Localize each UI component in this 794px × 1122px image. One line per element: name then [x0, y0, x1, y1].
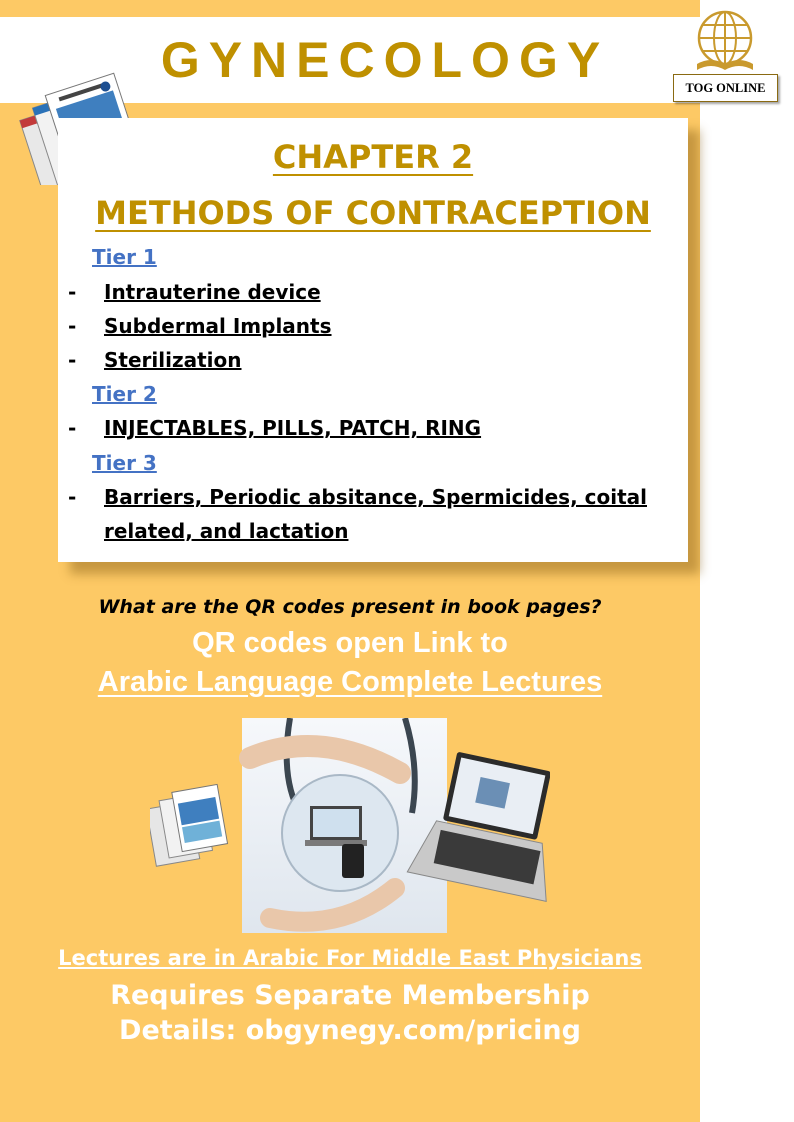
tog-online-logo	[673, 8, 778, 98]
bullet-dash: -	[68, 314, 77, 338]
tier-1-label: Tier 1	[92, 245, 157, 269]
page-title: GYNECOLOGY	[160, 32, 610, 88]
chapter-number: CHAPTER 2	[272, 138, 474, 176]
footer-membership: Requires Separate Membership	[110, 980, 590, 1011]
qr-lectures-link[interactable]: Arabic Language Complete Lectures	[97, 666, 603, 698]
tier-3-label: Tier 3	[92, 451, 157, 475]
footer-pricing-details: Details: obgynegy.com/pricing	[119, 1015, 581, 1046]
tier-1-item-implants: Subdermal Implants	[104, 314, 332, 338]
footer-arabic-note: Lectures are in Arabic For Middle East Physicians	[58, 946, 642, 970]
bullet-dash: -	[68, 416, 77, 440]
right-margin-strip	[700, 0, 794, 1122]
qr-description: QR codes open Link to	[192, 627, 508, 659]
logo-label: TOG ONLINE	[673, 74, 778, 102]
tier-1-item-sterilization: Sterilization	[104, 348, 242, 372]
tier-2-item-hormonal: INJECTABLES, PILLS, PATCH, RING	[104, 416, 482, 440]
chapter-card	[58, 118, 688, 562]
tier-2-label: Tier 2	[92, 382, 157, 406]
bullet-dash: -	[68, 348, 77, 372]
doctor-devices-photo	[150, 718, 550, 933]
bullet-dash: -	[68, 280, 77, 304]
qr-question: What are the QR codes present in book pages?	[98, 596, 602, 618]
tier-1-item-iud: Intrauterine device	[104, 280, 321, 304]
bullet-dash: -	[68, 485, 77, 509]
tier-3-item-barriers: Barriers, Periodic absitance, Spermicides, coital related, and lactation	[104, 485, 647, 543]
chapter-title: METHODS OF CONTRACEPTION	[95, 194, 651, 232]
globe-icon	[691, 8, 759, 74]
